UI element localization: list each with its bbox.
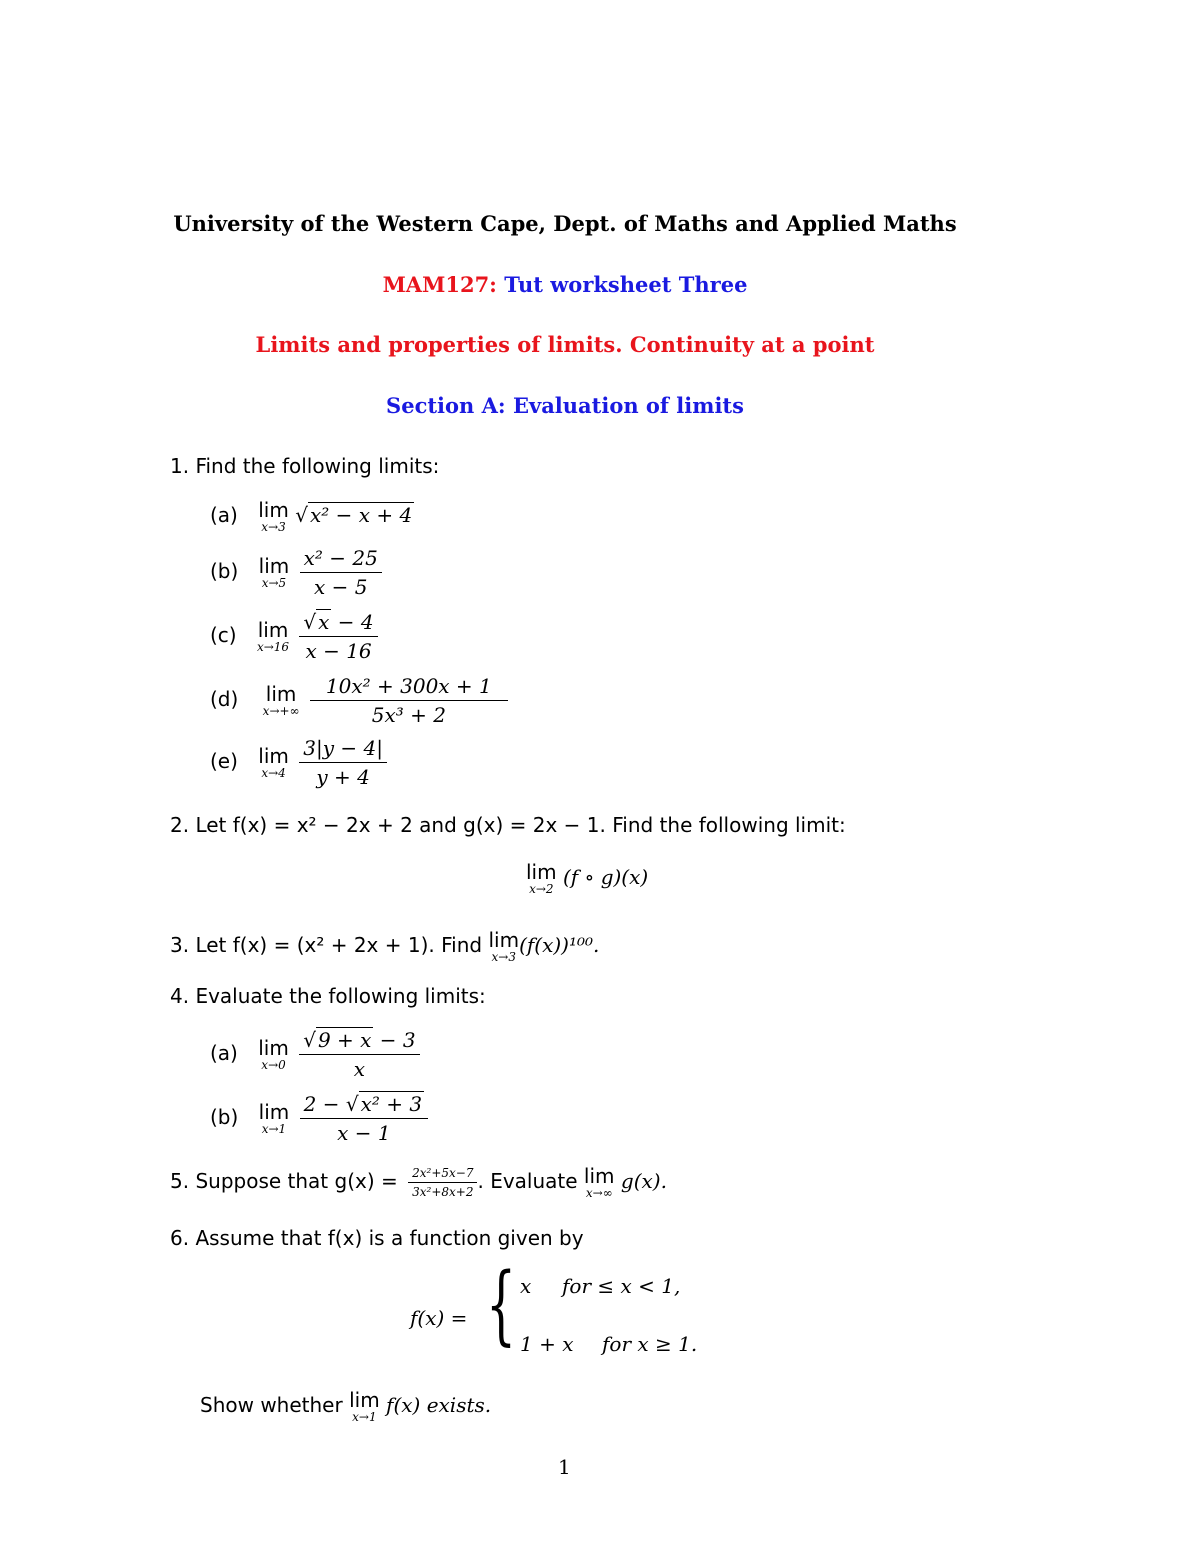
case-1-condition: for ≤ x < 1,: [562, 1274, 681, 1298]
limit-operator: lim x→∞: [583, 1164, 615, 1200]
item-label: (a): [210, 1041, 238, 1065]
question-text: Suppose that g(x) =: [195, 1169, 398, 1193]
question-text-2: . Evaluate: [477, 1169, 578, 1193]
item-label: (e): [210, 749, 238, 773]
question-6: [170, 1226, 584, 1250]
item-label: (d): [210, 687, 239, 711]
limit-operator: lim x→16: [256, 618, 290, 654]
limit-operator: lim x→1: [349, 1388, 380, 1424]
left-brace: {: [486, 1255, 517, 1355]
question-6-show: [200, 1390, 491, 1423]
limit-operator: lim x→2: [526, 860, 557, 896]
limit-operator: lim x→4: [258, 744, 289, 780]
small-fraction: $\frac{\text{2x²+5x−7}}{\text{3x²+8x+2}}$: [408, 1166, 477, 1199]
fraction: $\frac{\text{x² − 25}}{x - 5}$: [300, 546, 382, 599]
question-3: [170, 930, 599, 963]
topic-heading: Limits and properties of limits. Continuity at a point: [255, 332, 875, 357]
question-number: 2.: [170, 813, 190, 837]
question-text: Show whether: [200, 1393, 343, 1417]
question-4b: [210, 1092, 428, 1145]
course-code: MAM127:: [382, 272, 497, 297]
case-2-expression: 1 + x: [520, 1332, 574, 1356]
limit-expression: f(x) exists.: [386, 1393, 492, 1417]
question-number: 5.: [170, 1169, 190, 1193]
question-number: 4.: [170, 984, 190, 1008]
fraction: $\frac{√ x - 4}{x - 16}$: [299, 610, 377, 663]
limit-operator: lim x→+∞: [262, 682, 300, 718]
question-text: Let f(x) = (x² + 2x + 1). Find: [195, 933, 483, 957]
question-number: 6.: [170, 1226, 190, 1250]
question-1c: [210, 610, 378, 663]
question-1d: [210, 674, 508, 727]
question-text: Find the following limits:: [195, 454, 440, 478]
question-2-limit: [526, 862, 648, 895]
item-label: (a): [210, 503, 238, 527]
question-4: [170, 984, 486, 1008]
square-root: √ x² − x + 4: [295, 503, 413, 527]
limit-expression: (f(x))¹⁰⁰.: [519, 933, 600, 957]
question-1e: [210, 736, 387, 789]
page-number: 1: [558, 1455, 571, 1479]
course-title: [0, 272, 1130, 297]
limit-operator: lim x→5: [258, 554, 290, 590]
question-2: [170, 813, 846, 837]
fraction: $\frac{\text{10x² + 300x + 1}}{\text{5x³ + 2}}$: [310, 674, 508, 727]
question-number: 1.: [170, 454, 190, 478]
question-text: Evaluate the following limits:: [195, 984, 486, 1008]
section-heading: Section A: Evaluation of limits: [386, 393, 744, 418]
question-1a: [210, 500, 414, 533]
item-label: (c): [210, 623, 237, 647]
limit-operator: lim x→0: [258, 1036, 289, 1072]
fraction: $\frac{√ 9 + x - 3}{x}$: [299, 1028, 419, 1081]
limit-operator: lim x→3: [258, 498, 289, 534]
question-text: Assume that f(x) is a function given by: [195, 1226, 584, 1250]
limit-expression: g(x).: [620, 1169, 667, 1193]
course-subtitle: Tut worksheet Three: [504, 272, 748, 297]
question-text: Let f(x) = x² − 2x + 2 and g(x) = 2x − 1. Find the following limit:: [195, 813, 846, 837]
fraction: $\frac{\text{2 − √ x² + 3}}{x - 1}$: [300, 1092, 428, 1145]
question-1: [170, 454, 439, 478]
question-number: 3.: [170, 933, 190, 957]
item-label: (b): [210, 1105, 239, 1129]
item-label: (b): [210, 559, 239, 583]
question-1b: [210, 546, 382, 599]
question-4a: [210, 1028, 420, 1081]
university-heading: University of the Western Cape, Dept. of Maths and Applied Maths: [173, 211, 957, 236]
question-5: [170, 1166, 667, 1199]
case-1-expression: x: [520, 1274, 532, 1298]
limit-operator: lim x→1: [258, 1100, 290, 1136]
fraction: $\frac{3|y - 4|}{y + 4}$: [299, 736, 387, 789]
piecewise-lhs: f(x) =: [410, 1306, 468, 1330]
limit-operator: lim x→3: [488, 928, 520, 964]
composite-expression: (f ∘ g)(x): [562, 865, 649, 889]
case-2-condition: for x ≥ 1.: [602, 1332, 698, 1356]
